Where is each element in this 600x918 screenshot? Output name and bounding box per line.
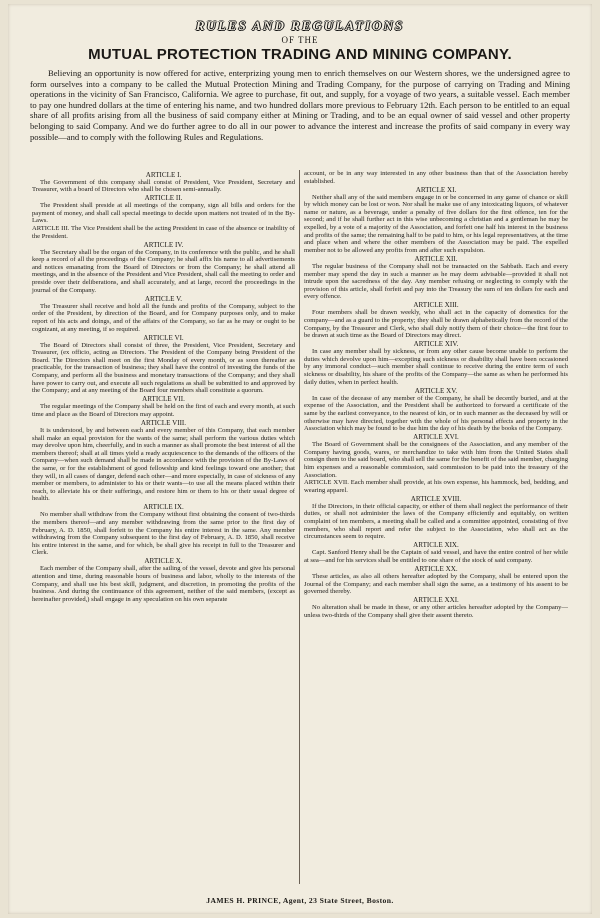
article-text: The Board of Directors shall consist of three, the President, Vice President, Secretary and Treasurer, (ex officio, acting as Directors. The President of the Company being President of the Board. The Directors shall meet on the first Monday of every month, or as soon thereafter as practicable, for the transaction of business; they shall have the control of investing the funds of the Company, and perform all the business and monetary transactions of the Company; and they shall have power to carry out, and execute all such regulations as shall be submitted to and approved by the Company; and at any meeting of the Board four members shall constitute a quorum.	[32, 341, 295, 395]
article-heading: ARTICLE IV.	[143, 240, 184, 249]
article-text: Each member of the Company shall, after the sailing of the vessel, devote and give his personal attention and time, during reasonable hours of business and labor, wholly to the interests of the Company, and shall use his best skill, judgment, and discretion, in promoting the profits of the business. And during the continuance of this agreement, neither of the said members, (except as hereinafter provided,) shall engage in any speculation on his own separate	[32, 565, 295, 603]
article-text: The President shall preside at all meetings of the company, sign all bills and orders for the payment of money, and shall call special meetings to decide upon matters not treated of in the By-Laws.	[32, 202, 295, 225]
article-text: The Board of Government shall be the consignees of the Association, and any member of the Company having goods, wares, or merchandize to take with him from the United States shall consign them to the said board, who shall sell the same for the benefit of the said member, charging him expenses and a reasonable commission, said commission to be paid into the treasury of the Association.	[304, 441, 568, 479]
article-text: No alteration shall be made in these, or any other articles hereafter adopted by the Company—unless two-thirds of the Company shall give their assent thereto.	[304, 604, 568, 619]
article-heading: ARTICLE IX.	[143, 503, 184, 512]
article-heading: ARTICLE XIII.	[413, 301, 459, 310]
printer-footer: JAMES H. PRINCE, Agent, 23 State Street, Boston.	[206, 896, 394, 905]
article-text: No member shall withdraw from the Company without first obtaining the consent of two-thirds the members thereof—and any member withdrawing from the same prior to the first day of February, A. D. 1850, shall forfeit to the Company his entire interest in the same. Any member withdrawing from the Company subsequent to the first day of February, A. D. 1850, shall receive his entire interest in the same, and for which, be shall give his receipt in full to the Treasurer and Clerk.	[32, 511, 295, 557]
company-name: MUTUAL PROTECTION TRADING AND MINING COMPANY.	[88, 46, 512, 63]
article-heading: ARTICLE VIII.	[140, 418, 187, 427]
article-heading: ARTICLE XI.	[415, 185, 457, 194]
left-column	[28, 170, 300, 884]
article-heading: ARTICLE I.	[145, 170, 182, 179]
articles-columns	[28, 170, 572, 884]
article-text: Neither shall any of the said members engage in or be concerned in any game of chance or skill by which money can be lost or won. Nor shall he make use of any intoxicating liquors, of whatever name or nature, as a beverage, under a penalty of five dollars for the first offence, ten for the second; and if he shall further act in this wise unbecoming a christian and a gentleman he may be expelled, by a vote of a majority of the Association, and forfeit one half his interest in the business and profits of the same; the remaining half to be paid to him, or his legal representatives, at the time and place when and where the other members of the Association may be paid. The expelled member not to be allowed any profits from and after such expulsion.	[304, 193, 568, 254]
article-heading: ARTICLE VI.	[143, 333, 184, 342]
article-heading: ARTICLE XIX.	[413, 541, 459, 550]
article-text: ARTICLE XVII. Each member shall provide, at his own expense, his hammock, bed, bedding, and wearing apparel.	[304, 479, 568, 494]
article-text: account, or be in any way interested in any other business than that of the Association hereby established.	[304, 170, 568, 185]
article-text: The Secretary shall be the organ of the Company, in its conference with the public, and he shall keep a record of all the proceedings of the Company; he shall affix his name to all advertisements and notices emanating from the Board of Directors or from the Company; he shall attend all meetings, and in the absence of the President and Vice President, shall call the meeting to order and preside over their deliberations, and shall accurately, and at large, record the proceedings in the journal of the Company.	[32, 248, 295, 294]
article-text: Four members shall be drawn weekly, who shall act in the capacity of domestics for the company—and as a guard to the property; they shall be drawn alphabetically from the record of the Company, by the Treasurer and Clerk, who shall duly notify them of their choice—the first four to be drawn at such time as the Board of Directors may direct.	[304, 309, 568, 340]
article-text: The regular meetings of the Company shall be held on the first of each and every month, at such time and place as the Board of Directors may appoint.	[32, 403, 295, 418]
article-text: These articles, as also all others hereafter adopted by the Company, shall be entered upon the Journal of the Company; and each member shall sign the same, as a testimony of his assent to be governed thereby.	[304, 573, 568, 596]
article-heading: ARTICLE XXI.	[413, 596, 459, 605]
article-heading: ARTICLE XIV.	[413, 340, 459, 349]
right-column	[300, 170, 572, 884]
article-text: It is understood, by and between each and every member of this Company, that each member shall make an equal provision for the wants of the same; shall perform the various duties which may devolve upon him, cheerfully, and in such a manner as shall promote the best interest of all the members thereof; shall at all times yield a ready acquiescence to the demands of the officers of the Company—when such demand shall be made in accordance with the provision of the By-Laws of the same, or for the establishment of good fellowship and kind feelings toward one another; that they will, in all cases of danger, defend each other—and more especially, in case of sickness of any member or members, to administer to his or their wants—to use all the means placed within their reach, to alleviate his or their sufferings, and restore him or them to his or their usual degree of health.	[32, 426, 295, 503]
article-text: Capt. Sanford Henry shall be the Captain of said vessel, and have the entire control of her while at sea—and for his services shall be entitled to one share of the stock of said company.	[304, 549, 568, 564]
article-heading: ARTICLE XX.	[414, 565, 458, 574]
article-text: The Treasurer shall receive and hold all the funds and profits of the Company, subject to the order of the President, by direction of the Board, and for Company purposes only, and to make report of his acts and doings, and of the affairs of the Company, so far as he may or ought to be cognizant, at any meeting, if so required.	[32, 302, 295, 333]
article-heading: ARTICLE XVIII.	[410, 494, 462, 503]
article-text: If the Directors, in their official capacity, or either of them shall neglect the performance of their duties, or shall not administer the laws of the Company efficiently and equitably, on written complaint of ten members, a meeting shall be called and a committee appointed, consisting of five members, who shall report and refer the subject to the Association, who shall act as the circumstances seem to require.	[304, 502, 568, 541]
article-heading: ARTICLE XVI.	[413, 433, 459, 442]
article-text: The Government of this company shall consist of President, Vice President, Secretary and Treasurer, with a board of Directors who shall be chosen semi-annually.	[32, 178, 295, 194]
article-heading: ARTICLE XV.	[414, 386, 458, 395]
article-heading: ARTICLE V.	[144, 294, 183, 303]
article-text: In case any member shall by sickness, or from any other cause become unable to perform the duties which devolve upon him—excepting such sickness or disability shall have been occasioned by any immoral conduct—such member shall continue to receive during the entire term of such sickness or disability, his share of the profits of the Company—the same as when he performed his daily duties, when in perfect health.	[304, 348, 568, 386]
article-text: The regular business of the Company shall not be transacted on the Sabbath. Each and every member may spend the day in such a manner as he may deem advisable—provided it shall not intrude upon the sacredness of the day. Any member refusing or neglecting to comply with the provision of this article, shall forfeit and pay into the Treasury the sum of ten dollars for each and every offence.	[304, 262, 568, 301]
preamble-paragraph: Believing an opportunity is now offered for active, enterprizing young men to enrich themselves on our Western shores, we the undersigned agree to form ourselves into a company to be called the Mutual Protection Mining and Trading Company, for the purpose of carrying on Trading and Mining operations in the vicinity of San Francisco, California. We agree to purchase, fit out, and supply, for a voyage of two years, a suitable vessel. Each member to pay one hundred dollars at the time of entering his name, and two hundred dollars more previous to February 12th. Each person to be entitled to an equal share of all profits arising from all the business of said company either at Mining or Trading, and to be an equal owner of said vessel and other property belonging to said Company. And we do further agree to do all in our power to advance the interest and increase the profits of said company in every way possible—and to comply with the following Rules and Regulations.	[30, 68, 570, 142]
broadside-sheet	[8, 4, 592, 914]
article-heading: ARTICLE XII.	[414, 254, 458, 263]
article-heading: ARTICLE VII.	[142, 395, 185, 404]
document-title: RULES AND REGULATIONS	[195, 18, 405, 33]
article-text: In case of the decease of any member of the Company, he shall be decently buried, and at the expense of the Association, and the President shall be authorized to forward a certificate of the same by the earliest conveyance, to the nearest of kin, or in such manner as the deceased by will or otherwise may have directed, together with the whole of his personal effects and property in the Association which may be found to be due him the day of his death by the books of the Company.	[304, 394, 568, 433]
article-text: ARTICLE III. The Vice President shall be the acting President in case of the absence or inability of the President.	[32, 224, 295, 240]
title-of-the: OF THE	[281, 35, 319, 45]
article-heading: ARTICLE II.	[144, 194, 183, 203]
article-heading: ARTICLE X.	[144, 557, 183, 566]
